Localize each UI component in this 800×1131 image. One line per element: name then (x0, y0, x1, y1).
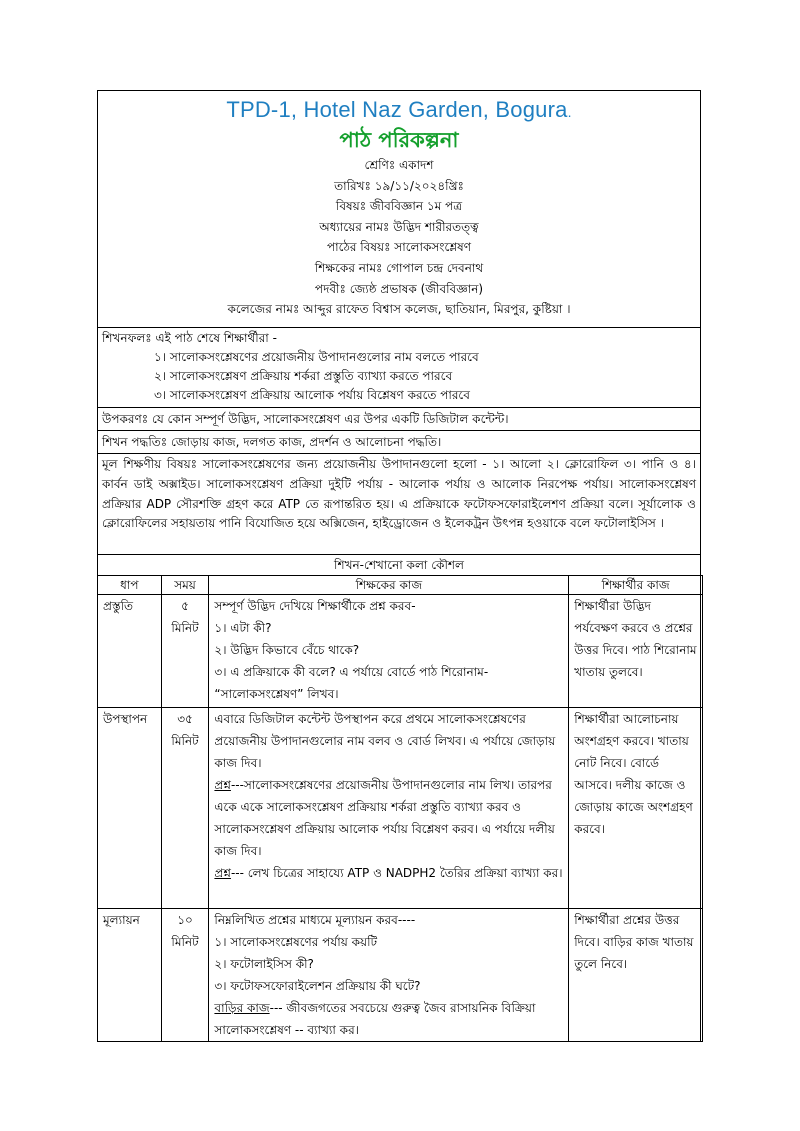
teacher-line: সম্পূর্ণ উদ্ভিদ দেখিয়ে শিক্ষার্থীকে প্রশ্ন করব- (214, 599, 416, 613)
step-cell: প্রস্তুতি (98, 595, 162, 708)
time-cell (161, 708, 209, 909)
teacher-text: এবারে ডিজিটাল কন্টেন্ট উপস্থাপন করে প্রথমে সালোকসংশ্লেষণের প্রয়োজনীয় উপাদানগুলোর নাম বলব ও বোর্ড লিখব। এ পর্যায়ে জোড়ায় কাজ দিব। (214, 712, 556, 770)
teacher-text: --- লেখ চিত্রের সাহায্যে ATP ও NADPH2 তৈরির প্রক্রিয়া ব্যাখ্যা কর। (230, 866, 563, 880)
teacher-line: ৩। এ প্রক্রিয়াকে কী বলে? এ পর্যায়ে বোর্ডে পাঠ শিরোনাম- (214, 665, 489, 679)
header-line-chapter: অধ্যায়ের নামঃ উদ্ভিদ শারীরতত্ত্ব (319, 219, 479, 234)
main-content: মূল শিক্ষণীয় বিষয়ঃ সালোকসংশ্লেষণের জন্য প্রয়োজনীয় উপাদানগুলো হলো - ১। আলো ২। ক্লোরোফিল ৩। পানি ও ৪। কার্বন ডাই অক্সাইড। সালোকসংশ্লেষণ প্রক্রিয়া দুইটি পর্যায় - আলোক পর্যায় ও আলোক নিরপেক্ষ পর্যায়। সালোকসংশ্লেষণ প্রক্রিয়ার ADP সৌরশক্তি গ্রহণ করে ATP তে রূপান্তরিত হয়। এ প্রক্রিয়াকে ফটোফসফোরাইলেশণ প্রক্রিয়া বলে। সূর্যালোক ও ক্লোরোফিলের সহায়তায় পানি বিযোজিত হয়ে অক্সিজেন, হাইড্রোজেন ও ইলেকট্রন উৎপন্ন হওয়াকে বলে ফটোলাইসিস । (98, 454, 700, 555)
outcome-item: ১। সালোকসংশ্লেষণের প্রয়োজনীয় উপাদানগুলোর নাম বলতে পারবে (154, 350, 479, 364)
title-dot: . (567, 104, 572, 120)
time-number: ৫ (181, 599, 189, 613)
time-number: ৩৫ (177, 712, 193, 726)
header-student: শিক্ষার্থীর কাজ (569, 576, 703, 595)
header-line-class: শ্রেণিঃ একাদশ (364, 158, 434, 172)
homework-text: --- জীবজগতের সবচেয়ে গুরুত্ব জৈব রাসায়নিক বিক্রিয়া সালোকসংশ্লেষণ -- ব্যাখ্যা কর। (214, 1001, 536, 1037)
header-line-date: তারিখঃ ১৯/১১/২০২৪খ্রিঃ (334, 178, 464, 193)
header-line-teacher: শিক্ষকের নামঃ গোপাল চন্দ্র দেবনাথ (314, 260, 484, 275)
teacher-line: ১। সালোকসংশ্লেষণের পর্যায় কয়টি (214, 935, 378, 949)
teacher-cell (209, 595, 569, 708)
title-text: TPD-1, Hotel Naz Garden, Bogura (226, 97, 568, 122)
teacher-line: ২। ফটোলাইসিস কী? (214, 957, 314, 971)
teacher-line: ২। উদ্ভিদ কিভাবে বেঁচে থাকে? (214, 643, 360, 657)
time-cell (161, 595, 209, 708)
time-unit: মিনিট (171, 734, 199, 748)
table-header-row (98, 576, 703, 595)
lesson-plan-document (97, 90, 701, 1042)
outcomes-intro: শিখনফলঃ এই পাঠ শেষে শিক্ষার্থীরা - (102, 331, 277, 345)
table-row (98, 708, 703, 909)
student-cell: শিক্ষার্থীরা আলোচনায় অংশগ্রহণ করবে। খাতায় নোট নিবে। বোর্ডে আসবে। দলীয় কাজে ও জোড়ায় কাজে অংশগ্রহণ করবে। (569, 708, 703, 909)
student-cell: শিক্ষার্থীরা উদ্ভিদ পর্যবেক্ষণ করবে ও প্রশ্নের উত্তর দিবে। পাঠ শিরোনাম খাতায় তুলবে। (569, 595, 703, 708)
time-unit: মিনিট (171, 621, 199, 635)
header-line-topic: পাঠের বিষয়ঃ সালোকসংশ্লেষণ (327, 240, 471, 255)
header-line-subject: বিষয়ঃ জীববিজ্ঞান ১ম পত্র (335, 199, 463, 214)
header-time: সময় (161, 576, 209, 595)
header-line-designation: পদবীঃ জ্যেষ্ঠ প্রভাষক (জীববিজ্ঞান) (314, 281, 484, 296)
question-label: প্রশ্ন (214, 778, 231, 792)
header-step: ধাপ (98, 576, 162, 595)
table-row (98, 909, 703, 1042)
teacher-cell (209, 909, 569, 1042)
step-cell: উপস্থাপন (98, 708, 162, 909)
strategy-table (97, 575, 703, 1042)
document-title (98, 91, 700, 125)
teacher-line: নিম্নলিখিত প্রশ্নের মাধ্যমে মূল্যায়ন করব---- (214, 913, 416, 927)
table-row (98, 595, 703, 708)
header-teacher: শিক্ষকের কাজ (209, 576, 569, 595)
teacher-text: ---সালোকসংশ্লেষণের প্রয়োজনীয় উপাদানগুলোর নাম লিখ। তারপর একে একে সালোকসংশ্লেষণ প্রক্রিয়ায় শর্করা প্রস্তুতি ব্যাখ্যা করব ও সালোকসংশ্লেষণ প্রক্রিয়ায় আলোক পর্যায় বিশ্লেষণ করব। এ পর্যায়ে দলীয় কাজ দিব। (214, 778, 555, 858)
document-header (98, 91, 700, 328)
strategy-title: শিখন-শেখানো কলা কৌশল (98, 555, 700, 576)
teacher-cell (209, 708, 569, 909)
student-cell: শিক্ষার্থীরা প্রশ্নের উত্তর দিবে। বাড়ির কাজ খাতায় তুলে নিবে। (569, 909, 703, 1042)
step-cell: মূল্যায়ন (98, 909, 162, 1042)
method-line: শিখন পদ্ধতিঃ জোড়ায় কাজ, দলগত কাজ, প্রদর্শন ও আলোচনা পদ্ধতি। (98, 431, 700, 454)
learning-outcomes (98, 328, 700, 408)
outcome-item: ৩। সালোকসংশ্লেষণ প্রক্রিয়ায় আলোক পর্যায় বিশ্লেষণ করতে পারবে (154, 388, 470, 402)
header-line-college: কলেজের নামঃ আব্দুর রাফেত বিশ্বাস কলেজ, ছাতিয়ান, মিরপুর, কুষ্টিয়া । (227, 302, 571, 317)
homework-label: বাড়ির কাজ (214, 1001, 270, 1015)
time-cell (161, 909, 209, 1042)
teacher-line: “সালোকসংশ্লেষণ” লিখব। (214, 687, 339, 701)
question-label: প্রশ্ন (214, 866, 231, 880)
outcome-item: ২। সালোকসংশ্লেষণ প্রক্রিয়ায় শর্করা প্রস্তুতি ব্যাখ্যা করতে পারবে (154, 369, 453, 383)
time-unit: মিনিট (171, 935, 199, 949)
document-subtitle: পাঠ পরিকল্পনা (339, 128, 459, 152)
materials-line: উপকরণঃ যে কোন সম্পূর্ণ উদ্ভিদ, সালোকসংশ্লেষণ এর উপর একটি ডিজিটাল কন্টেন্ট। (98, 408, 700, 431)
teacher-line: ৩। ফটোফসফোরাইলেশন প্রক্রিয়ায় কী ঘটে? (214, 979, 421, 993)
homework-line (214, 997, 563, 1041)
time-number: ১০ (177, 913, 193, 927)
teacher-line: ১। এটা কী? (214, 621, 272, 635)
